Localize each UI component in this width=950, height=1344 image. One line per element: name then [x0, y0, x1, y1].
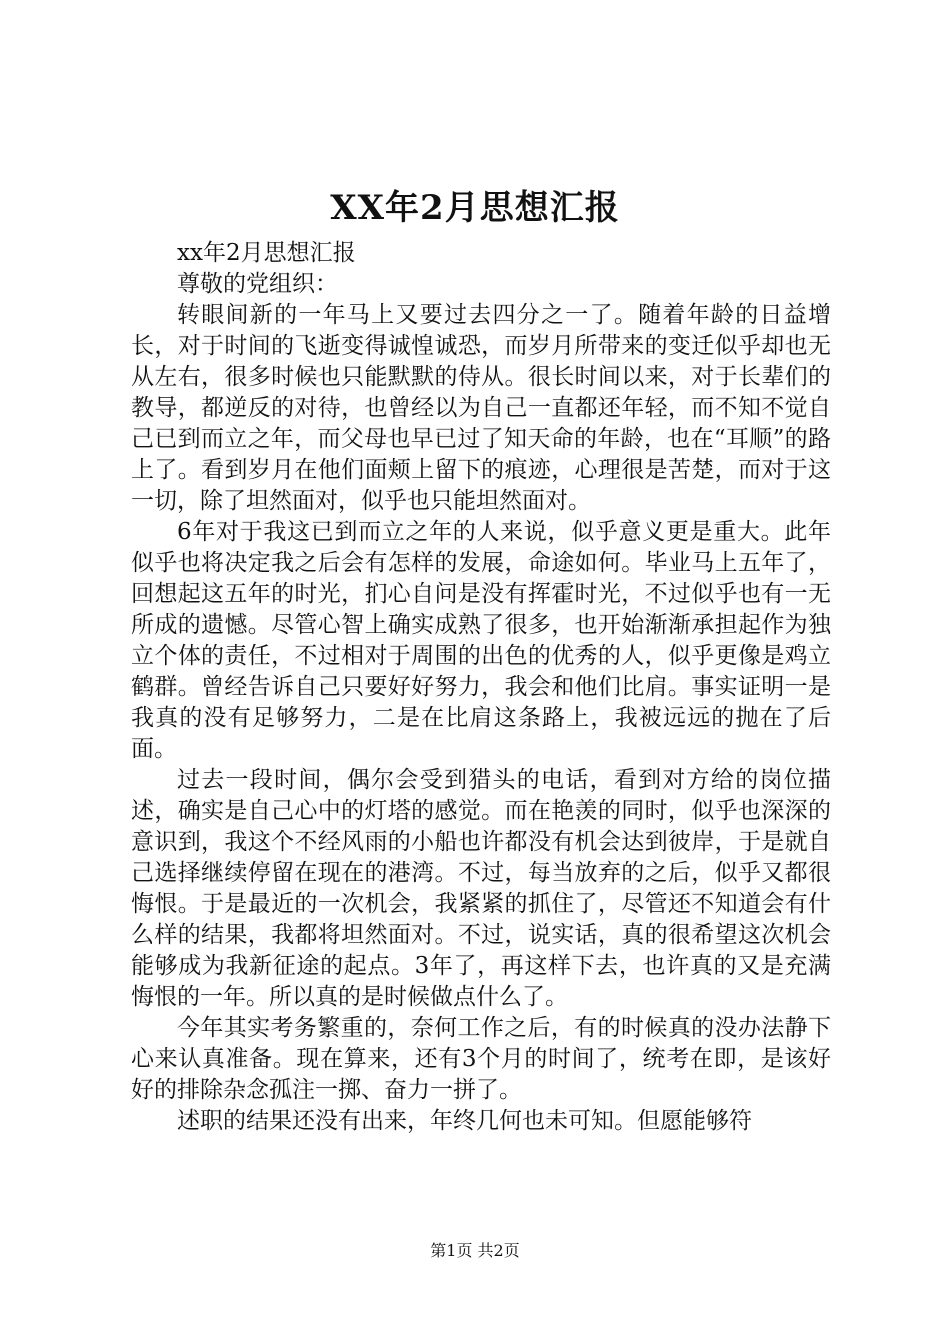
body-paragraph: 6年对于我这已到而立之年的人来说，似乎意义更是重大。此年似乎也将决定我之后会有怎样的发展，命途如何。毕业马上五年了，回想起这五年的时光，扪心自问是没有挥霍时光，不过似乎也有一无所成的遗憾。尽管心智上确实成熟了很多，也开始渐渐承担起作为独立个体的责任，不过相对于周围的出色的优秀的人，似乎更像是鸡立鹤群。曾经告诉自己只要好好努力，我会和他们比肩。事实证明一是我真的没有足够努力，二是在比肩这条路上，我被远远的抛在了后面。 [131, 519, 831, 762]
document-title: XX年2月思想汇报 [330, 188, 620, 228]
body-paragraph: 述职的结果还没有出来，年终几何也未可知。但愿能够符 [177, 1108, 752, 1134]
document-body [131, 238, 831, 1137]
document-subtitle: xx年2月思想汇报 [177, 240, 356, 266]
page-footer: 第1页 共2页 [430, 1241, 520, 1260]
body-paragraph: 过去一段时间，偶尔会受到猎头的电话，看到对方给的岗位描述，确实是自己心中的灯塔的感觉。而在艳羡的同时，似乎也深深的意识到，我这个不经风雨的小船也许都没有机会达到彼岸，于是就自己选择继续停留在现在的港湾。不过，每当放弃的之后，似乎又都很悔恨。于是最近的一次机会，我紧紧的抓住了，尽管还不知道会有什么样的结果，我都将坦然面对。不过，说实话，真的很希望这次机会能够成为我新征途的起点。3年了，再这样下去，也许真的又是充满悔恨的一年。所以真的是时候做点什么了。 [131, 767, 831, 1010]
salutation: 尊敬的党组织： [177, 271, 338, 297]
body-paragraph: 转眼间新的一年马上又要过去四分之一了。随着年龄的日益增长，对于时间的飞逝变得诚惶诚恐，而岁月所带来的变迁似乎却也无从左右，很多时候也只能默默的侍从。很长时间以来，对于长辈们的教导，都逆反的对待，也曾经以为自己一直都还年轻，而不知不觉自己已到而立之年，而父母也早已过了知天命的年龄，也在“耳顺”的路上了。看到岁月在他们面颊上留下的痕迹，心理很是苦楚，而对于这一切，除了坦然面对，似乎也只能坦然面对。 [131, 302, 831, 514]
body-paragraph: 今年其实考务繁重的，奈何工作之后，有的时候真的没办法静下心来认真准备。现在算来，还有3个月的时间了，统考在即，是该好好的排除杂念孤注一掷、奋力一拼了。 [131, 1015, 831, 1103]
